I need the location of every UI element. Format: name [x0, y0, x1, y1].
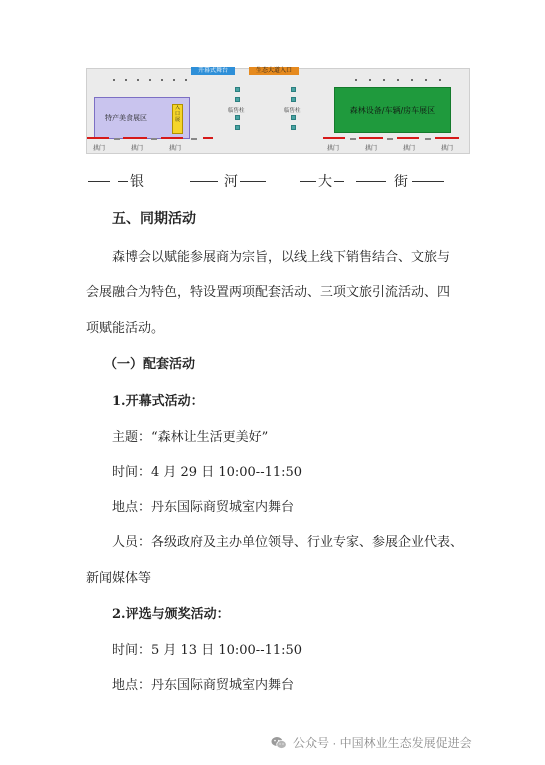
street-char: 河 — [224, 174, 238, 190]
gate-line — [203, 137, 213, 139]
gate-line — [397, 137, 419, 139]
subsection-heading: （一）配套活动 — [104, 357, 196, 372]
section-heading: 五、同期活动 — [112, 211, 196, 227]
booth-marker — [235, 87, 240, 92]
footer-text: 公众号 · 中国林业生态发展促进会 — [293, 736, 472, 750]
marker-dot — [411, 79, 413, 81]
specialty-food-zone — [94, 97, 190, 139]
marker-dot — [113, 79, 115, 81]
gate-label: 拱门 — [327, 145, 340, 152]
activity1-venue: 地点：丹东国际商贸城室内舞台 — [112, 500, 295, 515]
booth-marker — [291, 125, 296, 130]
activity1-theme: 主题：“森林让生活更美好” — [112, 430, 269, 445]
gate-tick — [387, 138, 393, 140]
activity2-venue: 地点：丹东国际商贸城室内舞台 — [112, 678, 295, 693]
gate-label: 拱门 — [131, 145, 144, 152]
activity1-people-cont: 新闻媒体等 — [86, 571, 152, 586]
marker-dot — [397, 79, 399, 81]
marker-dot — [137, 79, 139, 81]
gate-label: 拱门 — [169, 145, 182, 152]
gate-tick — [425, 138, 431, 140]
forest-equipment-zone — [334, 87, 451, 133]
activity2-title: 2.评选与颁奖活动： — [112, 607, 230, 622]
gate-line — [123, 137, 147, 139]
marker-dot — [173, 79, 175, 81]
activity1-people: 人员：各级政府及主办单位领导、行业专家、参展企业代表、 — [112, 535, 464, 550]
booth-marker — [235, 125, 240, 130]
marker-dot — [383, 79, 385, 81]
gate-line — [87, 137, 109, 139]
gate-label: 拱门 — [93, 145, 106, 152]
gate-line — [435, 137, 459, 139]
street-dash — [356, 181, 386, 182]
specialty-zone-label: 特产美食展区 — [105, 114, 147, 122]
marker-dot — [425, 79, 427, 81]
gate-label: 拱门 — [441, 145, 454, 152]
street-dash — [412, 181, 444, 182]
street-dash — [88, 181, 110, 182]
exhibition-floor-plan — [86, 68, 470, 154]
gate-tick — [350, 138, 356, 140]
street-char: 大 — [318, 174, 332, 190]
gate-line — [323, 137, 345, 139]
activity1-time: 时间：4 月 29 日 10:00--11:50 — [112, 465, 303, 480]
marker-dot — [439, 79, 441, 81]
intro-line-2: 会展融合为特色，特设置两项配套活动、三项文旅引流活动、四 — [86, 285, 451, 300]
opening-stage-label: 开幕式舞台 — [191, 67, 235, 75]
gate-line — [161, 137, 183, 139]
booth-marker — [235, 97, 240, 102]
booth-column-label: 临售柱 — [228, 108, 245, 114]
marker-dot — [355, 79, 357, 81]
activity1-title: 1.开幕式活动： — [112, 394, 204, 409]
gate-line — [359, 137, 383, 139]
wechat-icon — [271, 736, 287, 750]
marker-dot — [125, 79, 127, 81]
entrance-booth-label: 入口展 — [172, 104, 183, 134]
gate-tick — [114, 138, 120, 140]
street-dash — [334, 181, 344, 182]
gate-label: 拱门 — [365, 145, 378, 152]
street-dash — [300, 181, 316, 182]
booth-marker — [291, 115, 296, 120]
street-name-row — [86, 173, 470, 191]
entrance-label: 生态大道入口 — [249, 67, 299, 75]
street-char: 街 — [394, 174, 408, 190]
booth-marker — [291, 97, 296, 102]
street-dash — [240, 181, 266, 182]
intro-line-3: 项赋能活动。 — [86, 321, 165, 336]
activity2-time: 时间：5 月 13 日 10:00--11:50 — [112, 643, 303, 658]
booth-column-label: 临售柱 — [284, 108, 301, 114]
marker-dot — [369, 79, 371, 81]
booth-marker — [291, 87, 296, 92]
gate-label: 拱门 — [403, 145, 416, 152]
gate-tick — [191, 138, 197, 140]
booth-marker — [235, 115, 240, 120]
forest-zone-label: 森林设备/车辆/房车展区 — [349, 106, 436, 115]
street-char: 银 — [130, 174, 144, 190]
marker-dot — [161, 79, 163, 81]
street-dash — [118, 181, 128, 182]
marker-dot — [185, 79, 187, 81]
marker-dot — [149, 79, 151, 81]
intro-line-1: 森博会以赋能参展商为宗旨，以线上线下销售结合、文旅与 — [112, 250, 451, 265]
gate-tick — [151, 138, 157, 140]
street-dash — [190, 181, 218, 182]
